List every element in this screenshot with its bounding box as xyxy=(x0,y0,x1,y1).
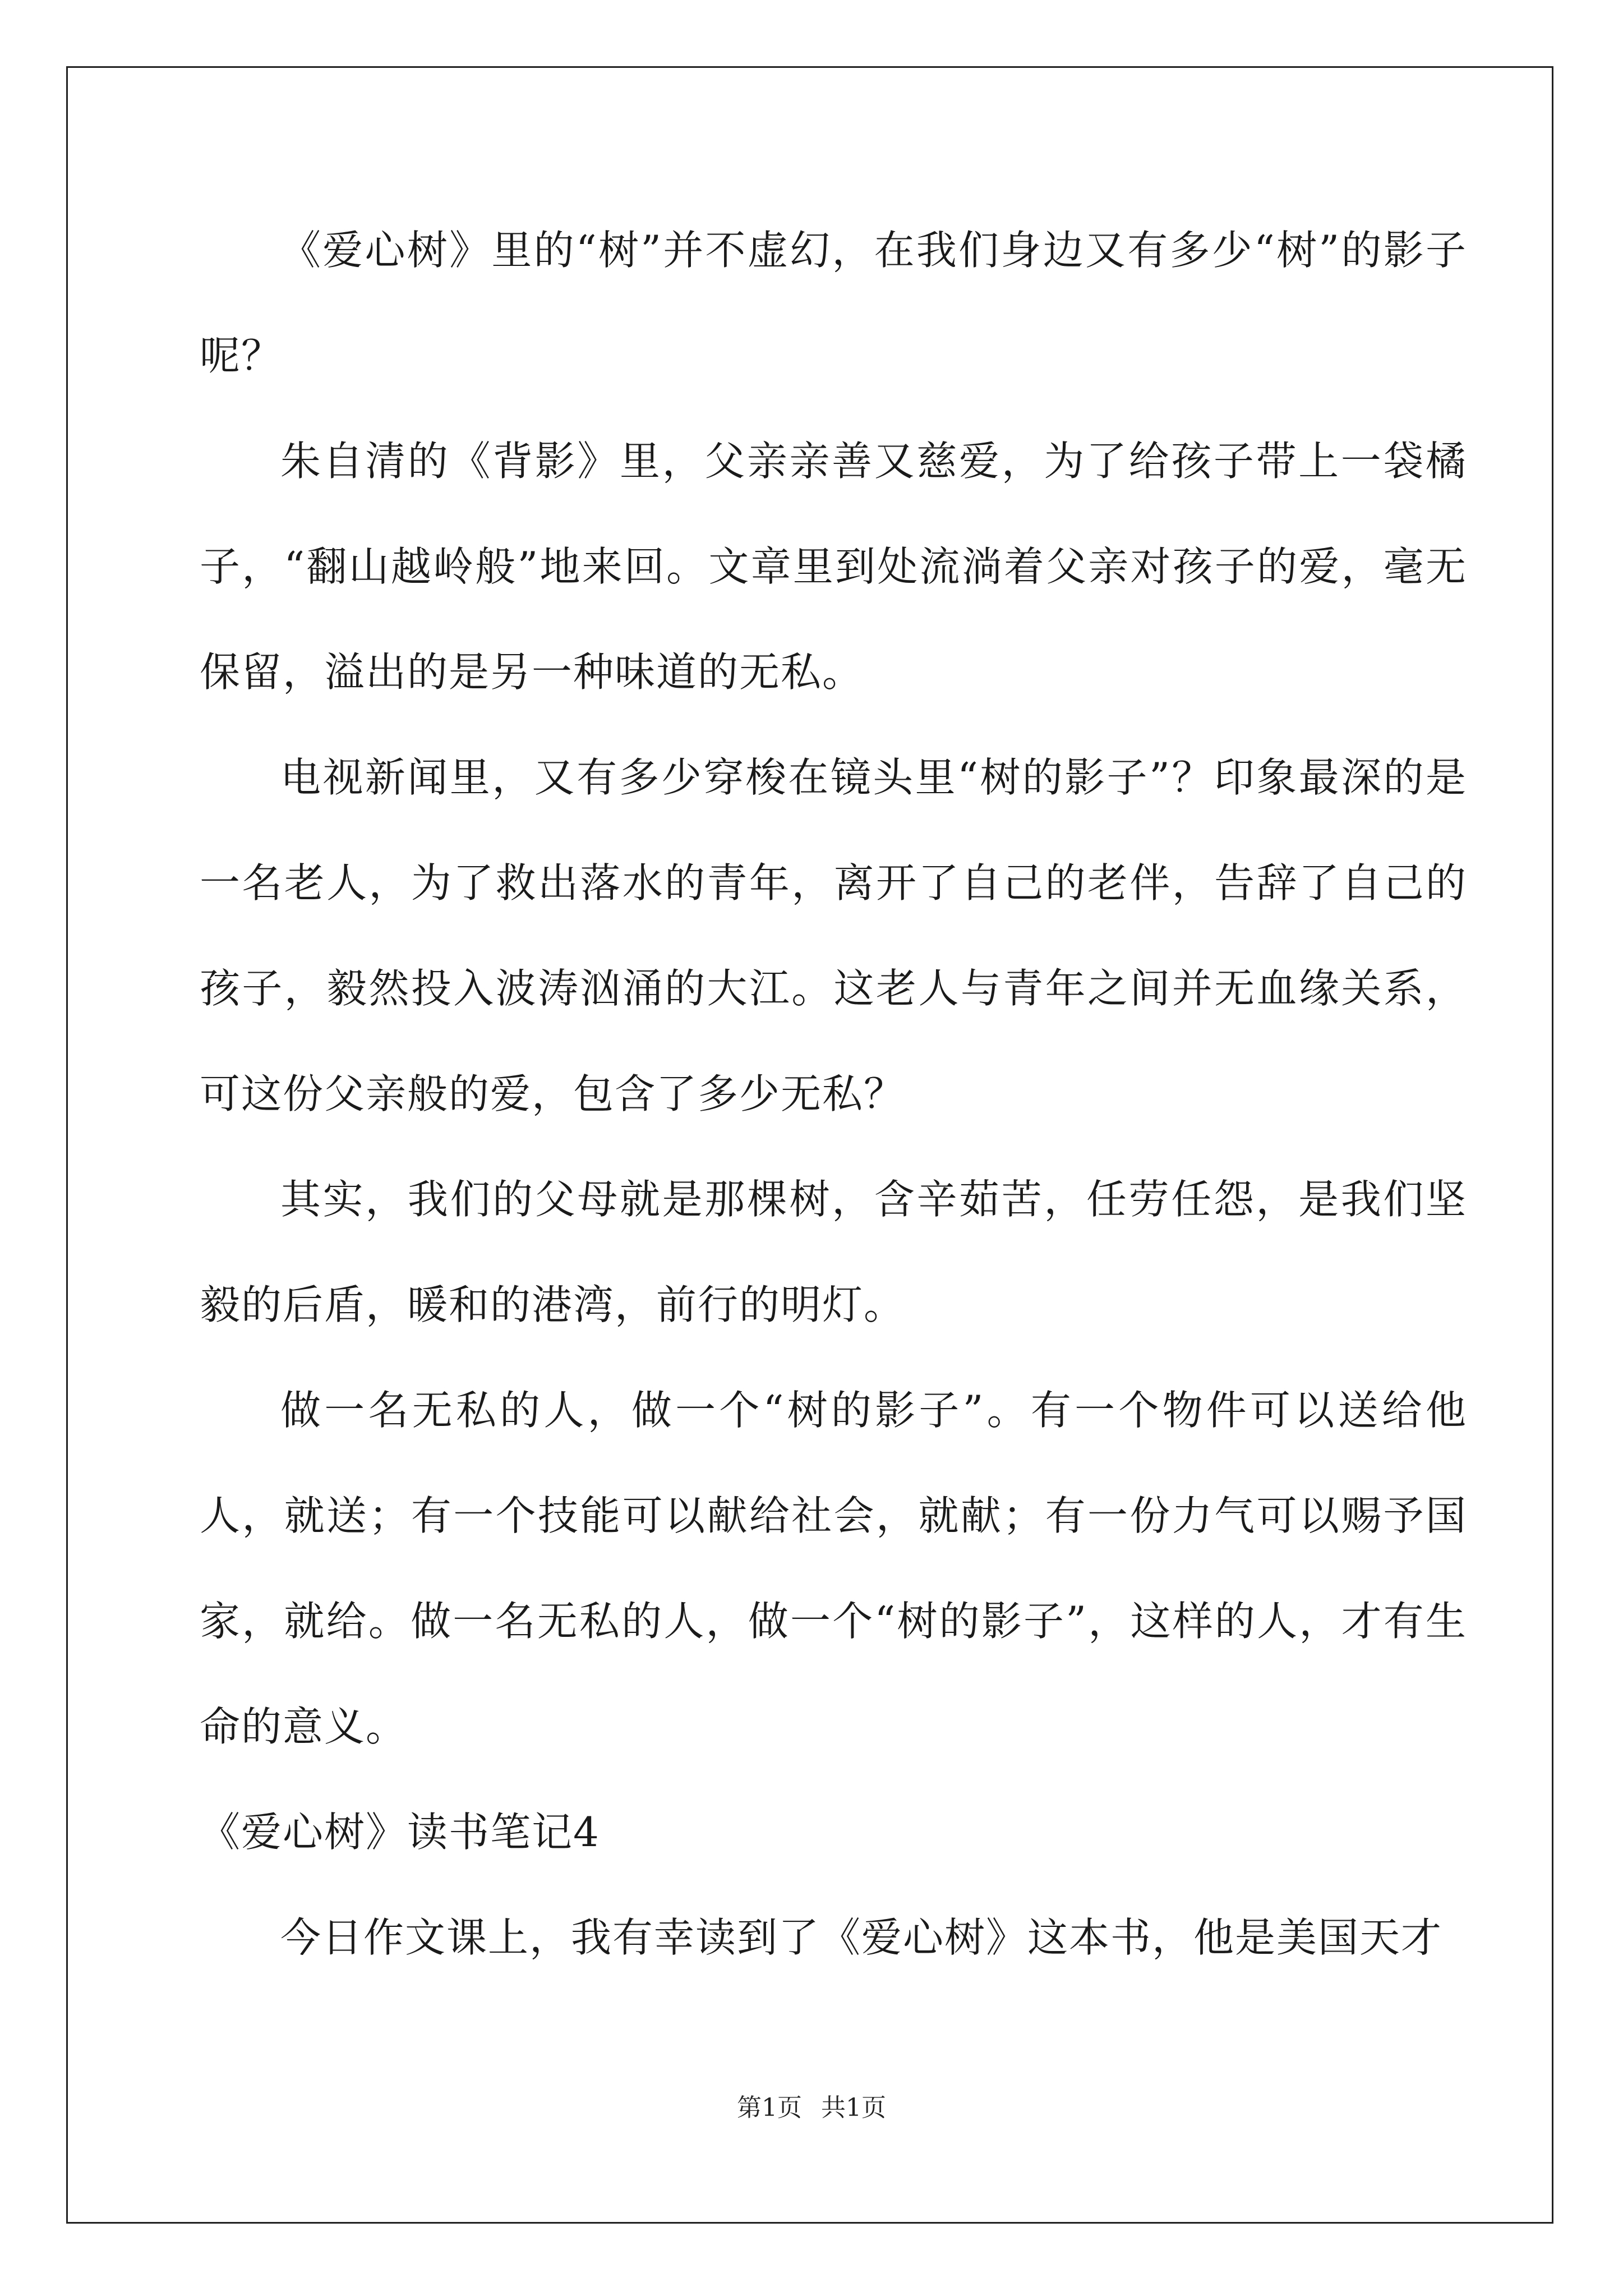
page-footer xyxy=(0,2091,1623,2125)
section-heading: 《爱心树》读书笔记4 xyxy=(200,1809,600,1856)
page-number-total: 共1页 xyxy=(821,2093,886,2122)
paragraph-5: 做一名无私的人，做一个“树的影子”。有一个物件可以送给他人，就送；有一个技能可以献给社会，就献；有一份力气可以赐予国家，就给。做一名无私的人，做一个“树的影子”，这样的人，才有生命的意义。 xyxy=(200,1387,1467,1750)
paragraph-2: 朱自清的《背影》里，父亲亲善又慈爱，为了给孩子带上一袋橘子，“翻山越岭般”地来回。文章里到处流淌着父亲对孩子的爱，毫无保留，溢出的是另一种味道的无私。 xyxy=(200,438,1467,696)
paragraph-1: 《爱心树》里的“树”并不虚幻，在我们身边又有多少“树”的影子呢？ xyxy=(200,227,1467,379)
paragraph-4: 其实，我们的父母就是那棵树，含辛茹苦，任劳任怨，是我们坚毅的后盾，暖和的港湾，前行的明灯。 xyxy=(200,1176,1467,1328)
paragraph-3: 电视新闻里，又有多少穿梭在镜头里“树的影子”？印象最深的是一名老人，为了救出落水的青年，离开了自己的老伴，告辞了自己的孩子，毅然投入波涛汹涌的大江。这老人与青年之间并无血缘关系，可这份父亲般的爱，包含了多少无私？ xyxy=(200,754,1467,1117)
section-first-paragraph: 今日作文课上，我有幸读到了《爱心树》这本书，他是美国天才 xyxy=(280,1914,1443,1961)
page-number-current: 第1页 xyxy=(737,2093,802,2122)
